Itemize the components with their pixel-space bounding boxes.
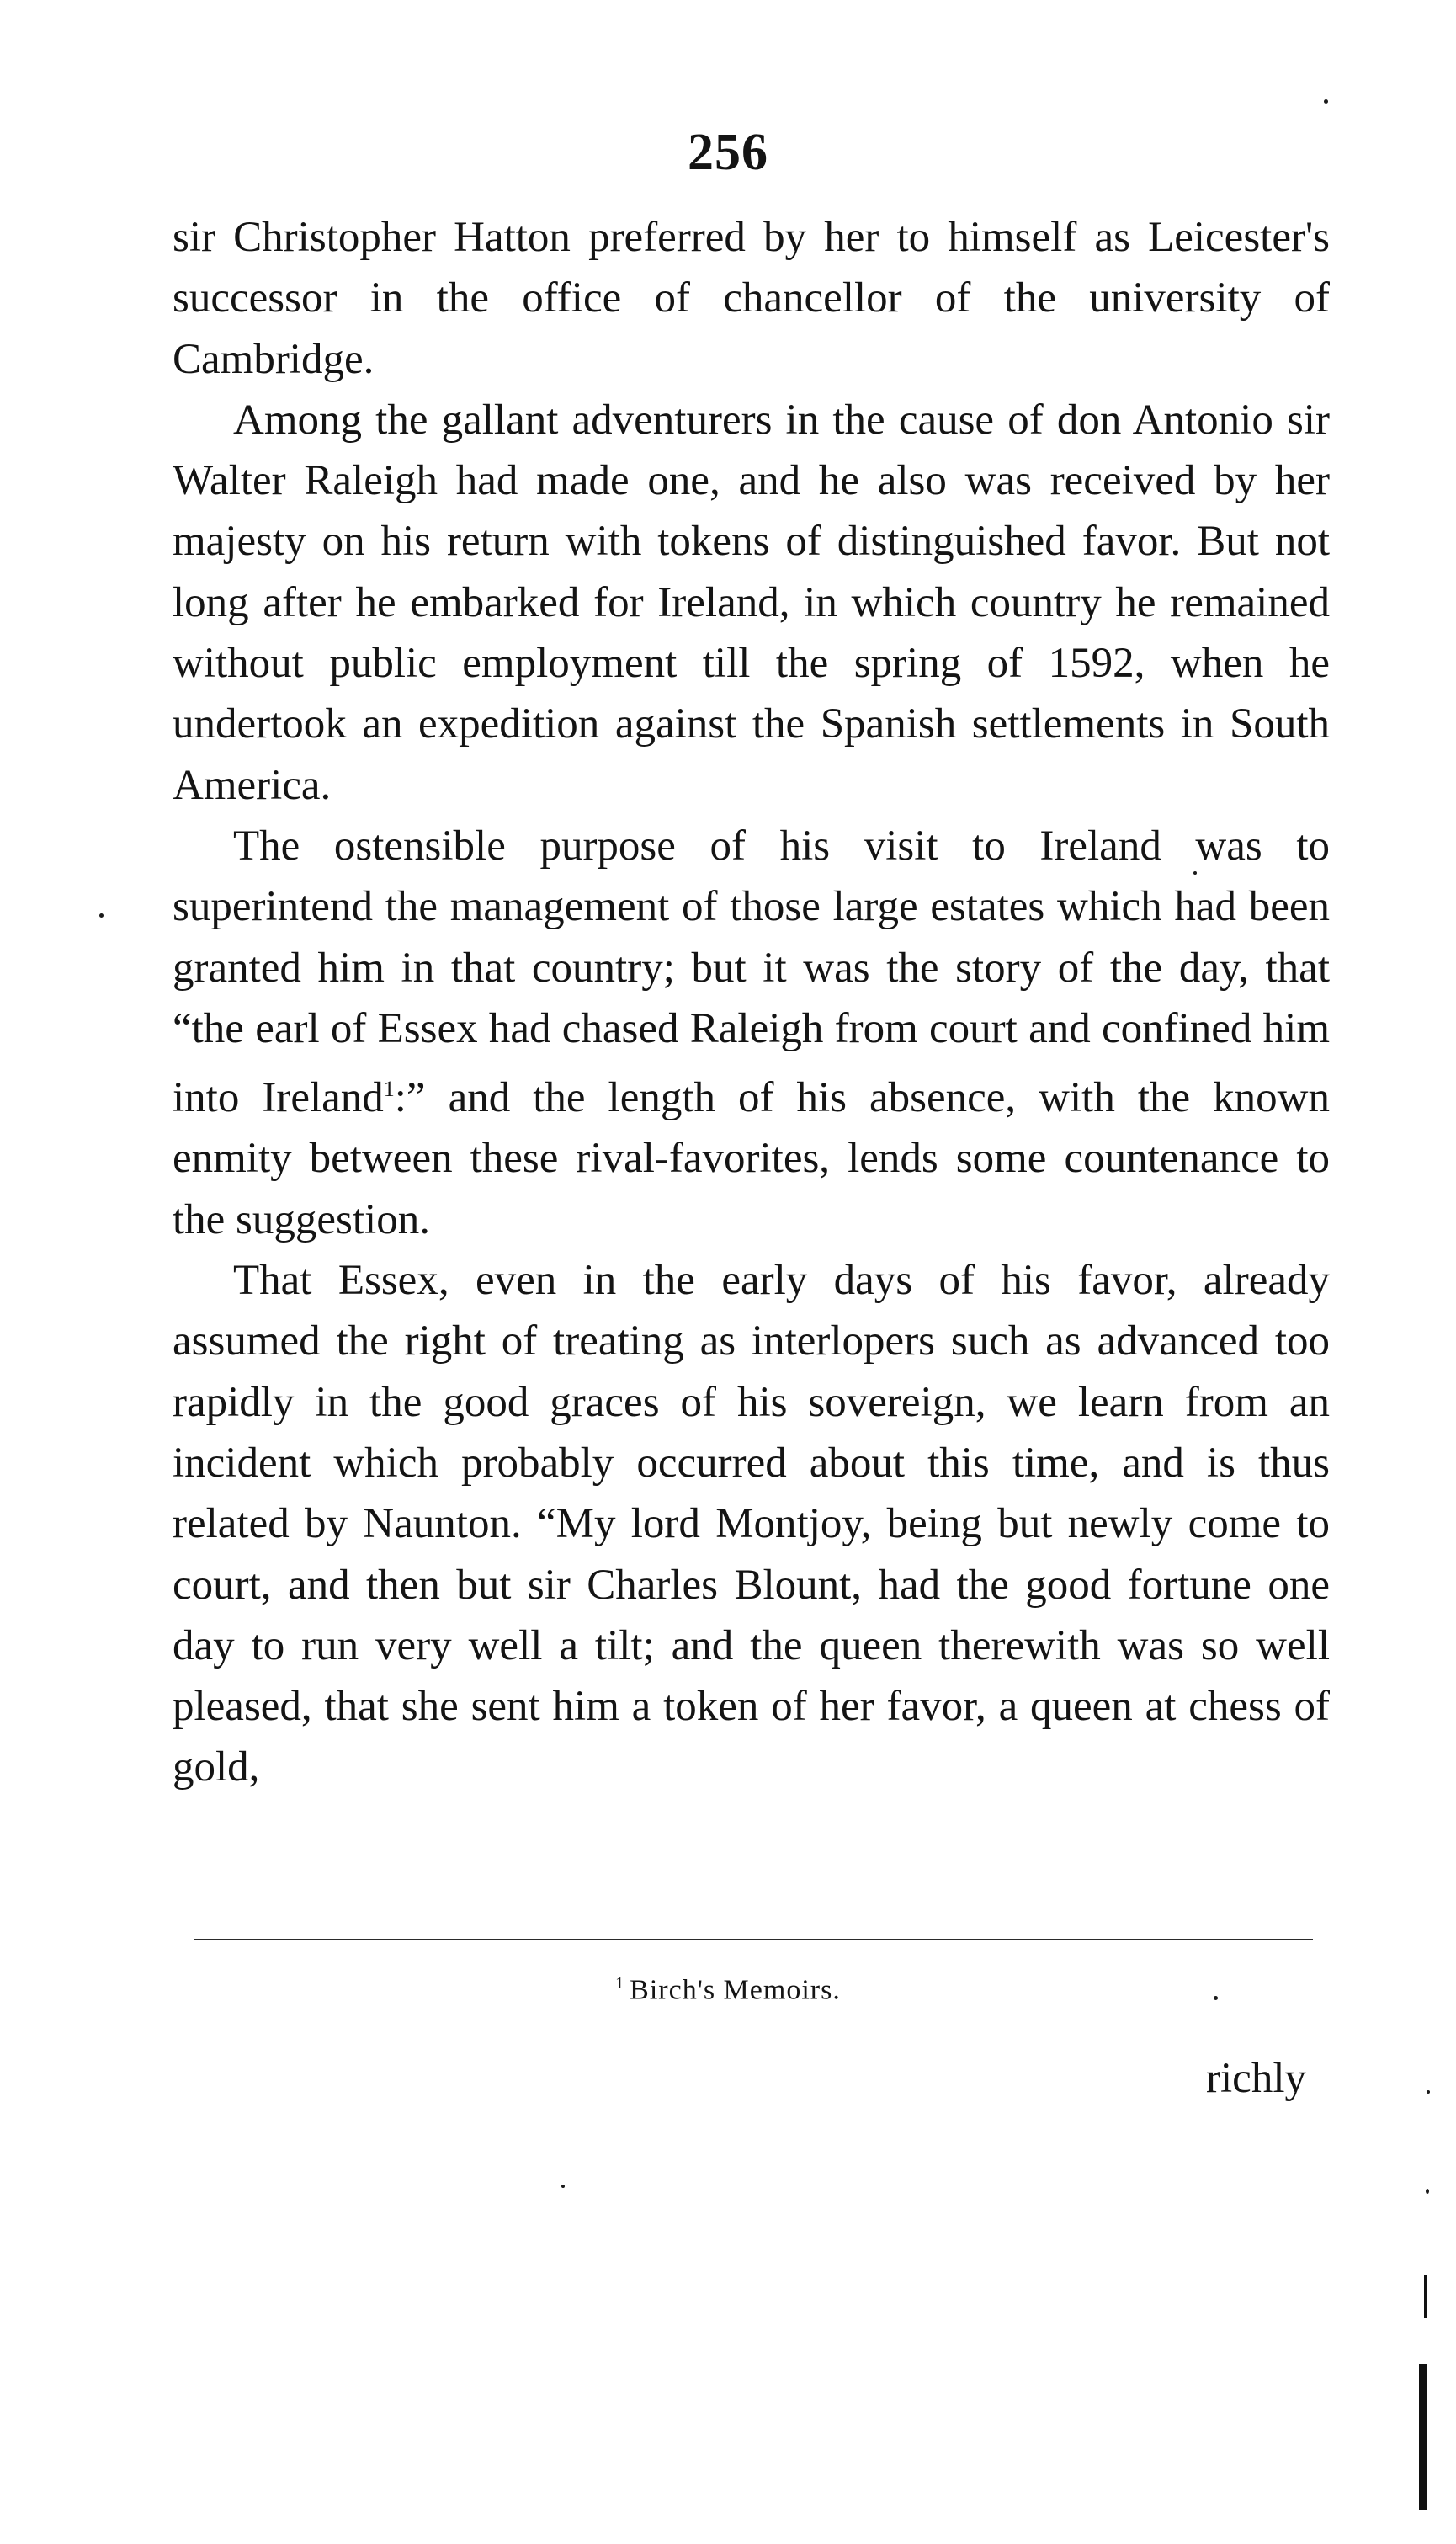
footnote-marker: 1 (615, 1974, 625, 1993)
binding-mark (1419, 2364, 1427, 2510)
scan-speck (561, 2185, 565, 2188)
paragraph-1: sir Christopher Hatton preferred by her to himself as Leicester's successor in the office of chancellor of the university of Cambridge. (173, 214, 1330, 383)
scan-speck (1427, 2090, 1430, 2094)
footnote (0, 1974, 1456, 2006)
paragraph-3 (173, 816, 1330, 1250)
binding-mark (1424, 2275, 1427, 2318)
scan-speck (1426, 2189, 1429, 2194)
paragraph-3-text: The ostensible purpose of his visit to Ireland was to superintend the management of those large estates which had been granted him in that country; but it was the story of the day, that “the earl of Essex had chased Raleigh from court and confined him into Ireland (173, 822, 1330, 1122)
paragraph-3-tail: :” and the length of his absence, with the known enmity between these rival-favorites, lends some countenance to the suggestion. (173, 1074, 1331, 1243)
scan-speck (1214, 1996, 1218, 2000)
page-number: 256 (688, 124, 768, 181)
catchword: richly (1206, 2055, 1306, 2102)
scan-speck (1324, 99, 1328, 104)
paragraph-2: Among the gallant adventurers in the cause of don Antonio sir Walter Raleigh had made one, and he also was received by her majesty on his return with tokens of distinguished favor. But not long after he embarked for Ireland, in which country he remained without public employment till the spring of 1592, when he undertook an expedition against the Spanish settlements in South America. (173, 396, 1330, 809)
footnote-reference: 1 (383, 1077, 395, 1102)
body-text (173, 207, 1330, 1798)
footnote-rule (194, 1939, 1313, 1940)
footnote-text: Birch's Memoirs. (630, 1974, 841, 2006)
paragraph-4: That Essex, even in the early days of his favor, already assumed the right of treating as interlopers such as advanced too rapidly in the good graces of his sovereign, we learn from an incident which probably occurred about this time, and is thus related by Naunton. “My lord Montjoy, being but newly come to court, and then but sir Charles Blount, had the good fortune one day to run very well a tilt; and the queen therewith was so well pleased, that she sent him a token of her favor, a queen at chess of gold, (173, 1257, 1330, 1791)
scan-speck (1193, 871, 1197, 875)
scan-speck (99, 913, 104, 918)
